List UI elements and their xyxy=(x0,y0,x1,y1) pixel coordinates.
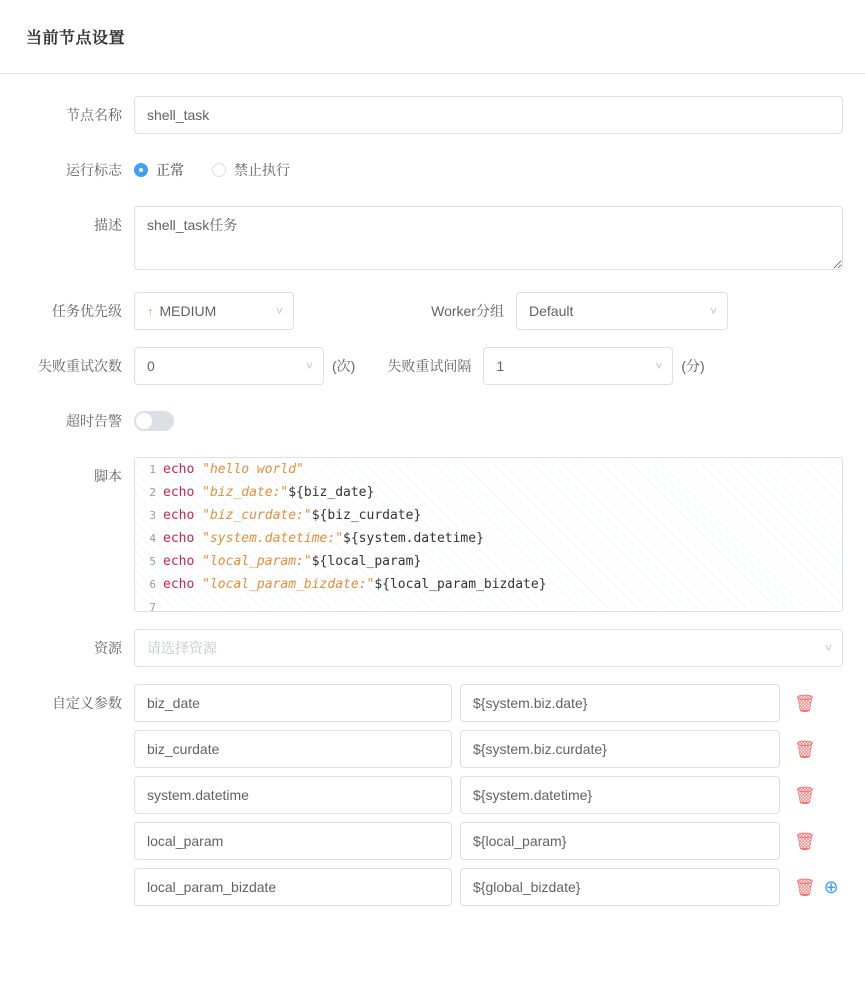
chevron-down-icon: ˅ xyxy=(305,359,313,373)
page-title: 当前节点设置 xyxy=(26,30,126,47)
custom-param-row xyxy=(134,730,843,768)
run-flag-row xyxy=(0,151,843,189)
custom-param-row xyxy=(134,822,843,860)
retry-times-value: 0 xyxy=(147,358,155,374)
custom-param-row xyxy=(134,684,843,722)
arrow-up-icon: ↑ xyxy=(147,303,154,319)
retry-interval-unit: (分) xyxy=(681,358,705,374)
retry-times-unit: (次) xyxy=(332,358,356,374)
code-string: "biz_curdate:" xyxy=(202,508,312,523)
node-name-field xyxy=(134,96,843,134)
code-string: "system.datetime:" xyxy=(202,531,344,546)
worker-group-select[interactable] xyxy=(516,292,728,330)
code-command: echo xyxy=(163,531,195,546)
code-variable: ${local_param_bizdate} xyxy=(374,577,547,592)
custom-param-value-input[interactable] xyxy=(460,684,780,722)
trash-icon[interactable]: 🗑 xyxy=(794,877,816,897)
custom-param-value-input[interactable] xyxy=(460,868,780,906)
custom-param-prop-input[interactable] xyxy=(134,730,452,768)
task-priority-select[interactable] xyxy=(134,292,294,330)
line-number: 7 xyxy=(149,601,156,612)
retry-interval-label: 失败重试间隔 xyxy=(387,358,472,374)
code-variable: ${system.datetime} xyxy=(343,531,484,546)
code-line xyxy=(135,458,842,481)
resources-select[interactable] xyxy=(134,629,843,667)
line-number: 6 xyxy=(149,578,156,591)
trash-icon[interactable]: 🗑 xyxy=(794,785,816,805)
code-line xyxy=(135,573,842,596)
code-string: "local_param:" xyxy=(202,554,312,569)
code-string: "biz_date:" xyxy=(202,485,289,500)
custom-param-prop-input[interactable] xyxy=(134,684,452,722)
code-command: echo xyxy=(163,577,195,592)
custom-param-prop-input[interactable] xyxy=(134,822,452,860)
retry-interval-select[interactable] xyxy=(483,347,673,385)
script-code-editor[interactable] xyxy=(134,457,843,612)
code-line xyxy=(135,504,842,527)
node-name-input[interactable] xyxy=(134,96,843,134)
code-string: "hello world" xyxy=(202,462,304,477)
run-flag-radio-normal[interactable] xyxy=(134,160,184,180)
code-line xyxy=(135,481,842,504)
dialog-header xyxy=(0,0,865,74)
custom-param-row xyxy=(134,776,843,814)
retry-interval-value: 1 xyxy=(496,358,505,374)
script-row xyxy=(0,457,843,612)
radio-dot-icon xyxy=(134,163,148,177)
custom-param-value-input[interactable] xyxy=(460,730,780,768)
custom-param-value-input[interactable] xyxy=(460,776,780,814)
timeout-alarm-switch[interactable] xyxy=(134,411,174,431)
description-row xyxy=(0,206,843,275)
switch-knob xyxy=(136,413,152,429)
node-name-row xyxy=(0,96,843,134)
custom-params-row xyxy=(0,684,843,914)
line-number: 4 xyxy=(149,532,156,545)
code-variable: ${biz_curdate} xyxy=(311,508,422,523)
task-priority-value: MEDIUM xyxy=(159,303,217,319)
retry-row xyxy=(0,347,843,385)
code-command: echo xyxy=(163,485,195,500)
resources-row xyxy=(0,629,843,667)
custom-params-label: 自定义参数 xyxy=(52,695,122,711)
chevron-down-icon: ˅ xyxy=(824,641,832,655)
chevron-down-icon: ˅ xyxy=(709,304,717,318)
custom-params-list xyxy=(134,684,843,914)
code-command: echo xyxy=(163,554,195,569)
resources-label: 资源 xyxy=(94,640,122,656)
code-command: echo xyxy=(163,508,195,523)
custom-param-row xyxy=(134,868,843,906)
run-flag-radio-group xyxy=(134,151,843,189)
resources-placeholder: 请选择资源 xyxy=(147,640,217,656)
script-label: 脚本 xyxy=(94,468,122,484)
code-line xyxy=(135,527,842,550)
worker-group-value: Default xyxy=(529,303,574,319)
retry-times-select[interactable] xyxy=(134,347,324,385)
plus-circle-icon[interactable]: ⊕ xyxy=(823,877,839,897)
trash-icon[interactable]: 🗑 xyxy=(794,831,816,851)
line-number: 2 xyxy=(149,486,156,499)
code-line xyxy=(135,550,842,573)
description-textarea[interactable] xyxy=(134,206,843,270)
retry-times-label: 失败重试次数 xyxy=(38,358,122,374)
run-flag-radio-forbidden[interactable] xyxy=(212,160,290,180)
code-variable: ${biz_date} xyxy=(288,485,375,500)
priority-workergroup-row xyxy=(0,292,843,330)
custom-param-value-input[interactable] xyxy=(460,822,780,860)
task-priority-label: 任务优先级 xyxy=(52,303,122,319)
run-flag-label: 运行标志 xyxy=(66,162,122,178)
timeout-alarm-label: 超时告警 xyxy=(66,413,122,429)
timeout-alarm-row xyxy=(0,402,843,440)
trash-icon[interactable]: 🗑 xyxy=(794,739,816,759)
custom-param-prop-input[interactable] xyxy=(134,776,452,814)
custom-param-prop-input[interactable] xyxy=(134,868,452,906)
worker-group-label: Worker分组 xyxy=(431,303,504,319)
code-string: "local_param_bizdate:" xyxy=(202,577,375,592)
line-number: 5 xyxy=(149,555,156,568)
description-label: 描述 xyxy=(94,217,122,233)
node-name-label: 节点名称 xyxy=(66,107,122,123)
radio-dot-icon xyxy=(212,163,226,177)
run-flag-radio-normal-label: 正常 xyxy=(156,162,184,178)
chevron-down-icon: ˅ xyxy=(655,359,663,373)
line-number: 1 xyxy=(149,463,156,476)
trash-icon[interactable]: 🗑 xyxy=(794,693,816,713)
code-variable: ${local_param} xyxy=(311,554,422,569)
line-number: 3 xyxy=(149,509,156,522)
code-line xyxy=(135,596,842,612)
code-command: echo xyxy=(163,462,195,477)
node-settings-form xyxy=(0,74,865,914)
chevron-down-icon: ˅ xyxy=(275,304,283,318)
run-flag-radio-forbidden-label: 禁止执行 xyxy=(234,162,290,178)
